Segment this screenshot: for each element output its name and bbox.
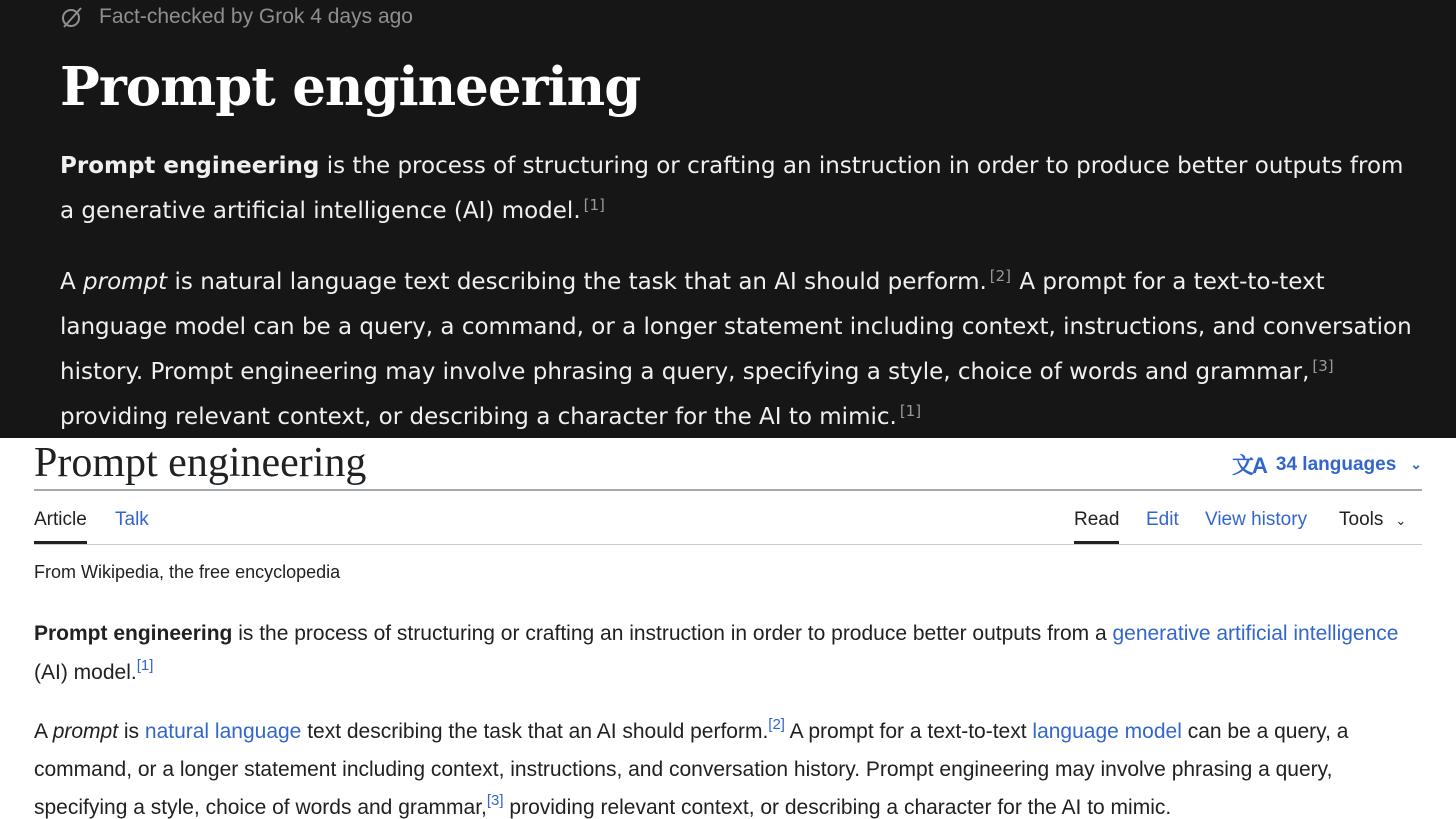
citation-ref[interactable]: [1] [899, 402, 922, 420]
citation-ref[interactable]: [1] [583, 196, 605, 214]
wiki-p2-text: can be a query, a command, or a longer statement including context, instructions, and conversation history. Prompt engineering may involve phrasing a query, specifying a style, choice of words and grammar, [34, 720, 1349, 819]
citation-ref[interactable]: [2] [989, 267, 1012, 285]
link-generative-ai[interactable]: generative artificial intelligence [1112, 622, 1399, 645]
translate-icon: 文A [1231, 453, 1266, 478]
wiki-page-title: Prompt engineering [34, 440, 367, 486]
wiki-paragraph-2 [34, 713, 1426, 819]
grok-p2-text: A prompt for a text-to-text language model can be a query, a command, or a longer statement including context, instructions, and conversation history. Prompt engineering may involve phrasing a query, specifying a style, choice of words and grammar, [60, 269, 1412, 385]
grok-p2-text: is natural language text describing the task that an AI should perform. [167, 269, 987, 295]
citation-ref[interactable]: [2] [768, 716, 785, 733]
tools-label: Tools [1339, 509, 1384, 530]
fact-check-line [60, 5, 413, 29]
grok-paragraph-1 [60, 144, 1420, 234]
chevron-down-icon: ⌄ [1395, 513, 1407, 528]
fact-check-icon [60, 5, 84, 29]
tools-menu[interactable] [1339, 508, 1406, 544]
languages-label: 34 languages [1275, 453, 1397, 475]
grok-p1-text: is the process of structuring or crafting an instruction in order to produce better outputs from a generative artificial intelligence (AI) model. [60, 153, 1404, 224]
citation-ref[interactable]: [3] [486, 792, 504, 809]
tab-article[interactable]: Article [34, 508, 87, 544]
wiki-p2-text: A [34, 720, 53, 743]
tabs-divider [34, 544, 1422, 545]
grok-italic-term: prompt [83, 269, 168, 295]
page-tabs [34, 508, 1422, 544]
wiki-p1-text: is the process of structuring or crafting an instruction in order to produce better outputs from a [232, 622, 1113, 645]
fact-check-text: Fact-checked by Grok 4 days ago [99, 5, 413, 28]
link-natural-language[interactable]: natural language [144, 720, 302, 743]
grok-p2-text: A [60, 269, 84, 295]
grok-p2-text: providing relevant context, or describing a character for the AI to mimic. [60, 404, 897, 430]
grok-bold-term: Prompt engineering [60, 153, 320, 179]
citation-ref[interactable]: [1] [136, 657, 154, 674]
wikipedia-panel [0, 438, 1456, 819]
wiki-p2-text: A prompt for a text-to-text [784, 720, 1033, 743]
title-divider [34, 489, 1422, 491]
tab-view-history[interactable]: View history [1205, 509, 1308, 530]
chevron-down-icon: ⌄ [1410, 456, 1422, 472]
grok-page-title: Prompt engineering [60, 56, 641, 118]
link-language-model[interactable]: language model [1032, 720, 1182, 743]
wiki-p2-text: text describing the task that an AI should perform. [301, 720, 769, 743]
wiki-p2-text: is [118, 720, 145, 743]
tab-edit[interactable]: Edit [1146, 509, 1179, 530]
wiki-p2-text: providing relevant context, or describing a character for the AI to mimic. [503, 796, 1172, 819]
wiki-bold-term: Prompt engineering [34, 622, 233, 645]
tab-talk[interactable]: Talk [115, 509, 149, 530]
site-tagline: From Wikipedia, the free encyclopedia [34, 562, 341, 582]
citation-ref[interactable]: [3] [1312, 357, 1334, 375]
wiki-paragraph-1 [34, 614, 1426, 692]
wiki-italic-term: prompt [52, 720, 119, 743]
tab-read[interactable]: Read [1074, 508, 1119, 544]
wiki-p1-text: (AI) model. [34, 661, 137, 684]
grok-paragraph-2 [60, 260, 1420, 438]
languages-button[interactable] [1232, 449, 1422, 480]
